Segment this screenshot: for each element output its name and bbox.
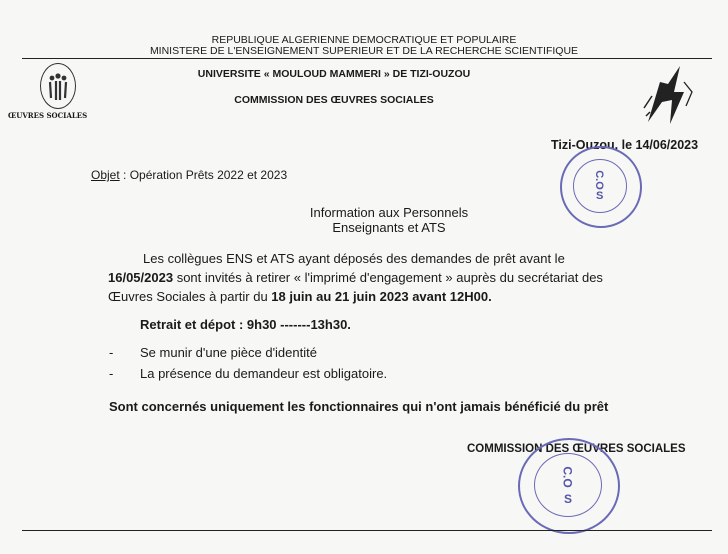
paragraph-line2: 16/05/2023 sont invités à retirer « l'imprimé d'engagement » auprès du secrétariat des [108,270,603,285]
oeuvres-sociales-logo [40,63,76,109]
stamp-center-top: C.O [592,170,605,190]
footer-divider [22,530,712,531]
withdrawal-period: 18 juin au 21 juin 2023 avant 12H00. [271,289,492,304]
info-title-line2: Enseignants et ATS [332,220,446,235]
header-republic: REPUBLIQUE ALGERIENNE DEMOCRATIQUE ET POPULAIRE [211,34,517,46]
header-commission: COMMISSION DES ŒUVRES SOCIALES [234,94,434,106]
signature: COMMISSION DES ŒUVRES SOCIALES [467,443,686,455]
lightning-emblem-icon [640,62,696,128]
header-university: UNIVERSITE « MOULOUD MAMMERI » DE TIZI-OUZOU [197,68,471,80]
people-icon [41,64,75,108]
objet-label: Objet [91,168,120,182]
bullet-item: - [109,345,114,360]
bullet-text: La présence du demandeur est obligatoire. [140,366,388,381]
bullet-item: - [109,366,114,381]
deposit-date: 16/05/2023 [108,270,174,285]
university-logo [640,62,696,128]
objet-text: : Opération Prêts 2022 et 2023 [119,168,288,182]
hours-line: Retrait et dépot : 9h30 -------13h30. [140,317,351,332]
header-ministry: MINISTERE DE L'ENSEIGNEMENT SUPERIEUR ET DE LA RECHERCHE SCIENTIFIQUE [149,45,579,57]
stamp-center-top: C.O [560,466,575,488]
place-date: Tizi-Ouzou, le 14/06/2023 [551,138,699,152]
paragraph-line1: Les collègues ENS et ATS ayant déposés des demandes de prêt avant le [143,251,565,266]
header-divider [22,58,712,59]
stamp-center-bottom: S [596,190,604,202]
cos-stamp-bottom [518,438,620,534]
paragraph-line3: Œuvres Sociales à partir du 18 juin au 21 juin 2023 avant 12H00. [108,289,492,304]
stamp-center-bottom: S [564,492,573,506]
concerned-line: Sont concernés uniquement les fonctionnaires qui n'ont jamais bénéficié du prêt [109,399,609,414]
info-title-line1: Information aux Personnels [309,205,469,220]
objet-line [91,168,287,182]
logo-caption: ŒUVRES SOCIALES [8,111,88,120]
bullet-text: Se munir d'une pièce d'identité [140,345,317,360]
